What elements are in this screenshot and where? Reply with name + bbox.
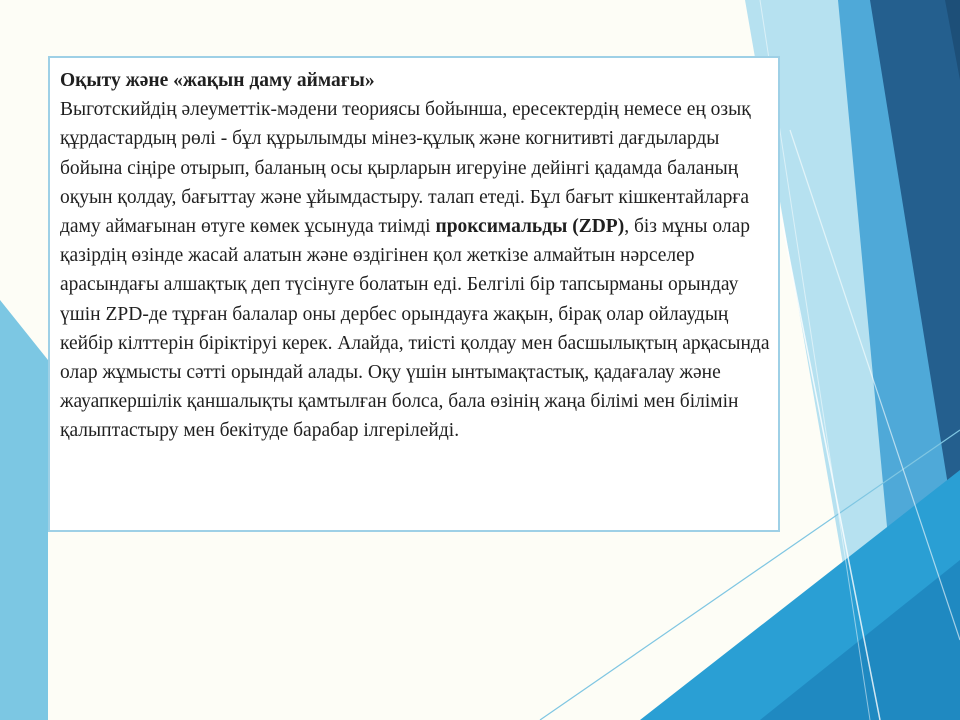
body-bold-term: проксимальды (ZDP) <box>435 216 625 238</box>
body-text-part-2: , біз мұны олар қазірдің өзінде жасай алатын және өздігінен қол жеткізе алмайтын нәрселер арасындағы алшақтық деп түсінуге болатын еді. Белгілі бір тапсырманы орындау үшін ZPD-де тұрған балалар оны дербес орындауға жақын, бірақ олар ойлаудың кейбір кілттерін біріктіруі керек. Алайда, тиісті қолдау мен басшылықтың арқасында олар жұмысты сәтті орындай алады. Оқу үшін ынтымақтастық, қадағалау және жауапкершілік қаншалықты қамтылған болса, бала өзінің жаңа білімі мен білімін қалыптастыру мен бекітуде барабар ілгерілейді. <box>60 216 770 442</box>
body-text-part-1: Выготскийдің әлеуметтік-мәдени теориясы бойынша, ересектердің немесе ең озық құрдастардың рөлі - бұл құрылымды мінез-құлық және когнитивті дағдыларды бойына сіңіре отырып, баланың осы қырларын игеруіне дейінгі қадамда баланың оқуын қолдау, бағыттау және ұйымдастыру. талап етеді. Бұл бағыт кішкентайларға даму аймағынан өтуге көмек ұсынуда тиімді <box>60 99 751 238</box>
left-accent-shape <box>0 300 48 720</box>
slide-title: Оқыту және «жақын даму аймағы» <box>60 70 375 91</box>
content-text-box <box>48 56 780 532</box>
body-paragraph <box>60 95 770 445</box>
